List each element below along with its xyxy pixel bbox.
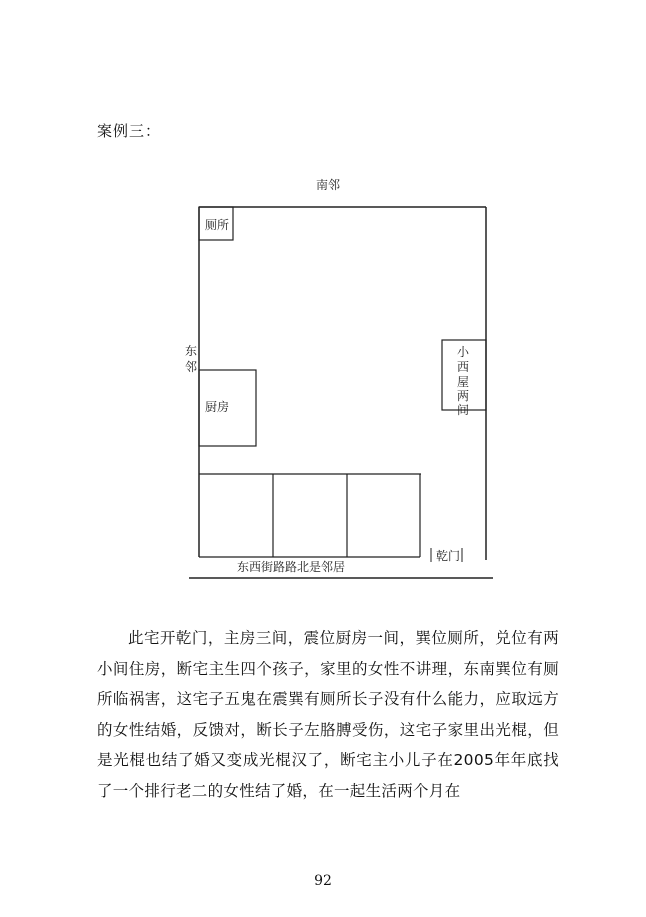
page-number: 92 [314, 873, 332, 889]
east-neighbor-label-2: 邻 [185, 360, 198, 374]
west-room-label-3: 屋 [457, 375, 470, 389]
case-title: 案例三： [97, 122, 162, 140]
west-room-label-5: 间 [457, 403, 470, 417]
street-label: 东西街路路北是邻居 [237, 560, 346, 574]
east-neighbor-label-1: 东 [185, 344, 198, 358]
toilet-label: 厕所 [205, 218, 230, 232]
south-neighbor-label: 南邻 [316, 178, 341, 192]
qian-door-label: 乾门 [436, 549, 461, 563]
west-room-label-2: 西 [457, 360, 470, 374]
west-room-label-1: 小 [457, 345, 470, 359]
body-paragraph: 此宅开乾门，主房三间，震位厨房一间，巽位厕所，兑位有两小间住房，断宅主生四个孩子，家里的女性不讲理，东南巽位有厕所临祸害，这宅子五鬼在震巽有厕所长子没有什么能力，应取远方的女性结婚，反馈对，断长子左胳膊受伤，这宅子家里出光棍，但是光棍也结了婚又变成光棍汉了，断宅主小儿子在2005年年底找了一个排行老二的女性结了婚，在一起生活两个月在 [97, 629, 559, 800]
west-room-label-4: 两 [457, 389, 470, 403]
kitchen-label: 厨房 [205, 400, 230, 414]
